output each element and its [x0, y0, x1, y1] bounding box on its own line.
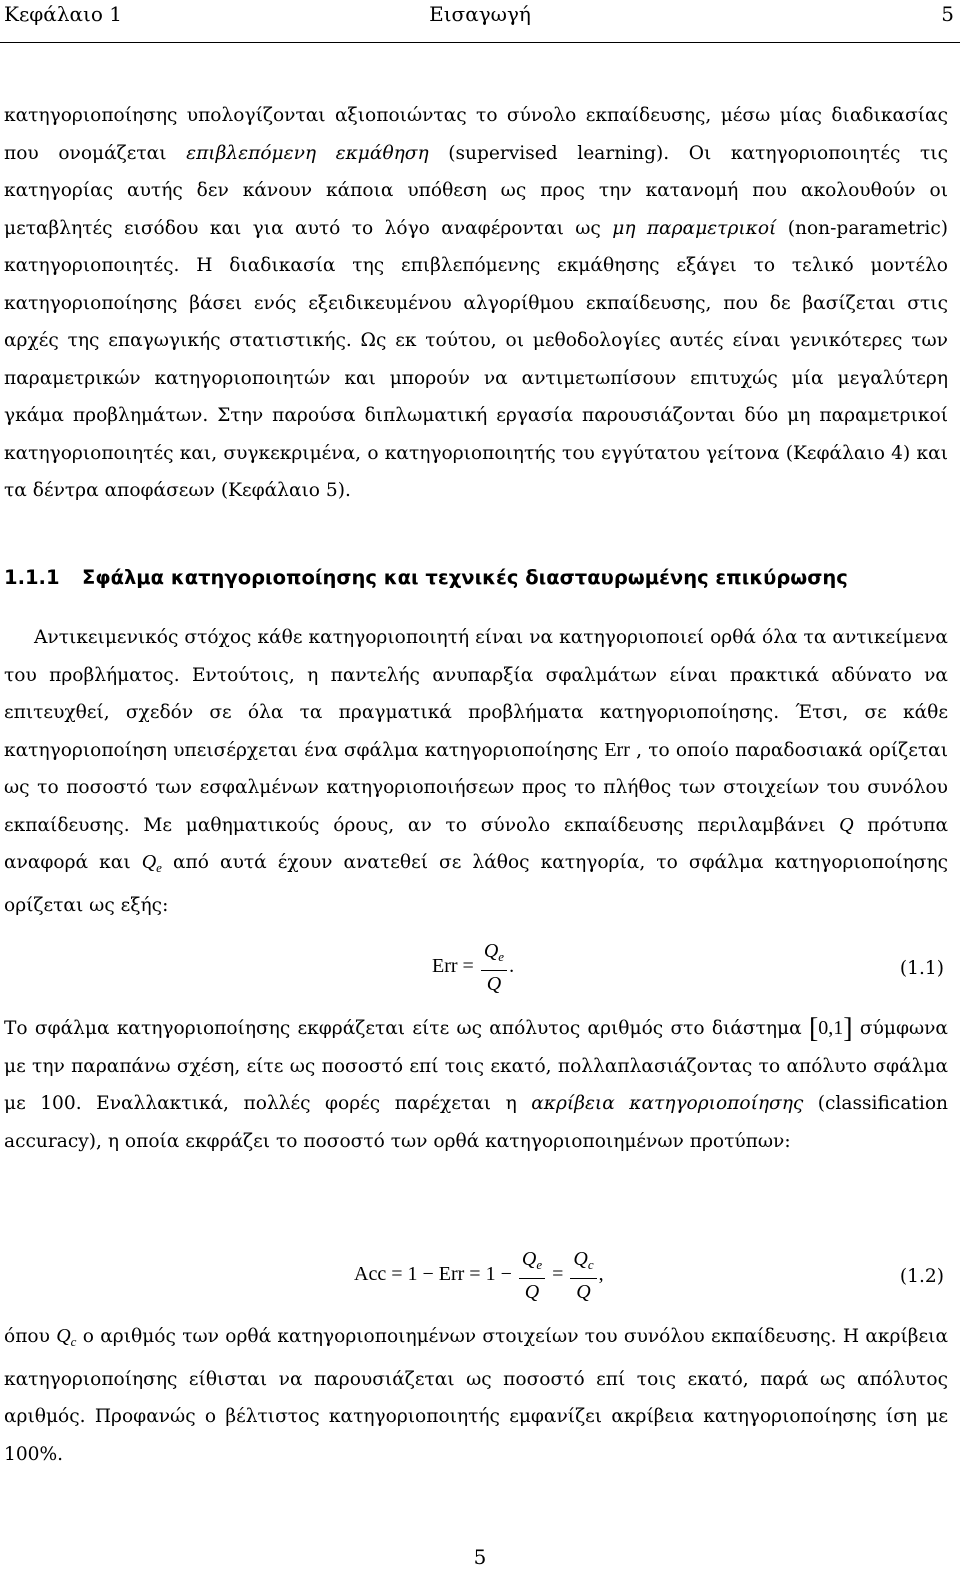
equation-number: (1.1): [899, 958, 944, 979]
symbol-q: Q: [839, 813, 854, 836]
symbol-qc: $Q_c$: [56, 1325, 77, 1349]
header-rule: [0, 42, 960, 43]
symbol-qe: $Q_e$: [141, 851, 162, 875]
fraction-qc-over-q: $\frac{Q_c}{Q}$: [570, 1246, 596, 1305]
term-supervised-learning: επιβλεπόμενη εκμάθηση: [186, 142, 429, 164]
interval-0-1: [0,1]: [808, 1013, 853, 1044]
header-page: 5: [941, 2, 954, 26]
paragraph-3: Το σφάλμα κατηγοριοποίησης εκφράζεται είτε ως απόλυτος αριθμός στο διάστημα [0,1] σύμφωνα με την παραπάνω σχέση, είτε ως ποσοστό επί τοις εκατό, πολλαπλασιάζοντας το απόλυτο σφάλμα με 100. Εναλλακτικά, πολλές φορές παρέχεται η ακρίβεια κατηγοριοποίησης (classification accuracy), η οποία εκφράζει το ποσοστό των ορθά κατηγοριοποιημένων προτύπων:: [4, 1013, 948, 1152]
equation-1-1-body: Err = $\frac{Q_e}{Q}$ .: [432, 940, 515, 995]
running-header: [0, 0, 960, 46]
paragraph-4: όπου $Q_c$ ο αριθμός των ορθά κατηγοριοποιημένων στοιχείων του συνόλου εκπαίδευσης. Η ακρίβεια κατηγοριοποίησης είθισται να παρουσιάζεται ως ποσοστό επί τοις εκατό, παρά ως απόλυτος αριθμός. Προφανώς ο βέλτιστος κατηγοριοποιητής εμφανίζει ακρίβεια κατηγοριοποίησης ίση με 100%.: [4, 1325, 948, 1465]
header-chapter: Κεφάλαιο 1: [4, 2, 122, 26]
equation-number: (1.2): [899, 1266, 944, 1287]
symbol-err: Err: [604, 738, 630, 761]
header-title: Εισαγωγή: [429, 2, 531, 26]
section-number: 1.1.1: [4, 566, 60, 589]
fraction-qe-over-q: $\frac{Q_e}{Q}$: [519, 1246, 545, 1305]
term-classification-accuracy: ακρίβεια κατηγοριοποίησης: [531, 1093, 804, 1114]
equation-1-2-body: Acc = 1 − Err = 1 − $\frac{Q_e}{Q}$ = $\frac{Q_c}{Q}$ ,: [354, 1248, 604, 1303]
term-non-parametric: μη παραμετρικοί: [612, 217, 777, 239]
section-heading: [4, 566, 948, 589]
section-title: Σφάλμα κατηγοριοποίησης και τεχνικές διασταυρωμένης επικύρωσης: [82, 566, 848, 589]
paragraph-2: Αντικειμενικός στόχος κάθε κατηγοριοποιητή είναι να κατηγοριοποιεί ορθά όλα τα αντικείμενα του προβλήματος. Εντούτοις, η παντελής ανυπαρξία σφαλμάτων είναι πρακτικά αδύνατο να επιτευχθεί, σχεδόν σε όλα τα πραγματικά προβλήματα κατηγοριοποίησης. Έτσι, σε κάθε κατηγοριοποίηση υπεισέρχεται ένα σφάλμα κατηγοριοποίησης Err , το οποίο παραδοσιακά ορίζεται ως το ποσοστό των εσφαλμένων κατηγοριοποιήσεων προς το πλήθος των στοιχείων του συνόλου εκπαίδευσης. Με μαθηματικούς όρους, αν το σύνολο εκπαίδευσης περιλαμβάνει Q πρότυπα αναφορά και $Q_e$ από αυτά έχουν ανατεθεί σε λάθος κατηγορία, το σφάλμα κατηγοριοποίησης ορίζεται ως εξής:: [4, 627, 949, 916]
paragraph-1: κατηγοριοποίησης υπολογίζονται αξιοποιώντας το σύνολο εκπαίδευσης, μέσω μίας διαδικασίας που ονομάζεται επιβλεπόμενη εκμάθηση (supervised learning). Οι κατηγοριοποιητές τις κατηγορίας αυτής δεν κάνουν κάποια υπόθεση ως προς την κατανομή που ακολουθούν οι μεταβλητές εισόδου και για αυτό το λόγο αναφέρονται ως μη παραμετρικοί (non-parametric) κατηγοριοποιητές. Η διαδικασία της επιβλεπόμενης εκμάθησης εξάγει το τελικό μοντέλο κατηγοριοποίησης βάσει ενός εξειδικευμένου αλγορίθμου εκπαίδευσης, που δε βασίζεται στις αρχές της επαγωγικής στατιστικής. Ως εκ τούτου, οι μεθοδολογίες αυτές είναι γενικότερες των παραμετρικών κατηγοριοποιητών και μπορούν να αντιμετωπίσουν επιτυχώς μία μεγαλύτερη γκάμα προβλημάτων. Στην παρούσα διπλωματική εργασία παρουσιάζονται δύο μη παραμετρικοί κατηγοριοποιητές και, συγκεκριμένα, ο κατηγοριοποιητής του εγγύτατου γείτονα (Κεφάλαιο 4) και τα δέντρα αποφάσεων (Κεφάλαιο 5).: [4, 105, 949, 501]
page-number: 5: [473, 1545, 487, 1569]
fraction-qe-over-q: $\frac{Q_e}{Q}$: [481, 938, 507, 997]
